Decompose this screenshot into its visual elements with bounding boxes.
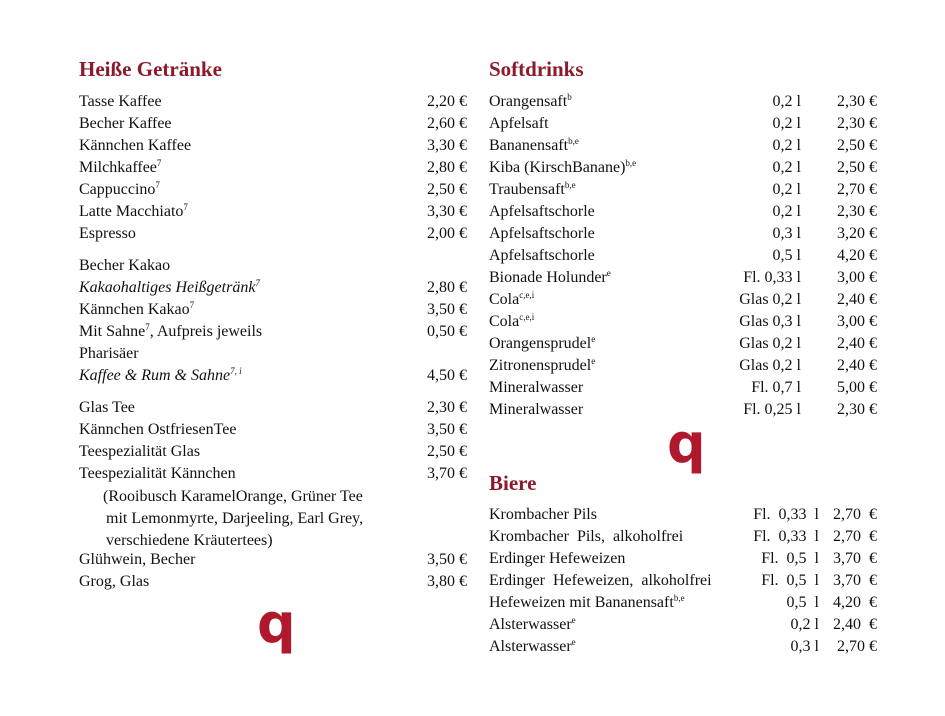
menu-row (489, 355, 877, 377)
item-name (489, 377, 583, 399)
item-name-text: Erdinger Hefeweizen, alkoholfrei (489, 572, 712, 589)
item-name (489, 636, 576, 658)
item-price: 2,50 € (427, 181, 467, 198)
item-name (79, 135, 191, 157)
menu-row (489, 548, 877, 570)
item-price: 2,60 € (427, 115, 467, 132)
menu-row (79, 113, 467, 135)
item-name-text: Zitronensprudel (489, 357, 592, 374)
item-name-text: Espresso (79, 225, 136, 242)
item-volume: 0,5 l (786, 594, 819, 611)
allergen-note: b (567, 92, 572, 102)
item-name-text: Hefeweizen mit Bananensaft (489, 594, 674, 611)
menu-row (489, 636, 877, 658)
item-name-text: Kiba (KirschBanane) (489, 159, 626, 176)
allergen-note: 7 (156, 158, 162, 168)
item-name-text: Bananensaft (489, 137, 569, 154)
item-price: 2,30 € (837, 203, 877, 220)
item-price: 2,80 € (427, 279, 467, 296)
item-volume: Fl. 0,5 l (761, 550, 819, 567)
item-name (79, 549, 195, 571)
item-name-text: Kännchen OstfriesenTee (79, 421, 237, 438)
item-name (489, 157, 636, 179)
allergen-note: 7 (183, 202, 188, 212)
item-price: 2,50 € (427, 443, 467, 460)
item-name (489, 113, 549, 135)
menu-row (79, 365, 467, 387)
item-name (489, 223, 595, 245)
item-price: 3,30 € (427, 203, 467, 220)
item-price: 2,40 € (837, 335, 877, 352)
item-price: 2,30 € (427, 399, 467, 416)
item-name (79, 179, 160, 201)
item-name (489, 548, 625, 570)
item-name (489, 355, 595, 377)
item-name-text: Grog, Glas (79, 573, 150, 590)
softdrinks-title: Softdrinks (489, 57, 584, 81)
menu-row (79, 223, 467, 245)
item-name-text: Alsterwasser (489, 616, 572, 633)
item-name-text: Krombacher Pils (489, 506, 597, 523)
menu-row (489, 311, 877, 333)
item-volume: Fl. 0,5 l (761, 572, 819, 589)
item-name (79, 201, 188, 223)
allergen-note: e (571, 637, 576, 647)
item-name (79, 397, 135, 419)
menu-row (79, 463, 467, 485)
item-volume: 0,3 l (790, 638, 819, 655)
item-volume: Glas 0,2 l (739, 357, 801, 374)
menu-row (79, 201, 467, 223)
item-volume: Fl. 0,33 l (743, 269, 801, 286)
menu-row (79, 441, 467, 463)
item-name-text: Erdinger Hefeweizen (489, 550, 626, 567)
allergen-note: 7 (145, 322, 150, 332)
allergen-note: b,e (673, 593, 685, 603)
item-name (79, 299, 194, 321)
item-name (79, 113, 172, 135)
item-volume: Fl. 0,7 l (751, 379, 801, 396)
menu-row (79, 343, 467, 365)
item-name-text: Krombacher Pils, alkoholfrei (489, 528, 684, 545)
menu-row (489, 223, 877, 245)
item-price: 2,50 € (837, 159, 877, 176)
tea-note-line: mit Lemonmyrte, Darjeeling, Earl Grey, (106, 510, 364, 527)
item-price: 2,50 € (837, 137, 877, 154)
item-name-text: Kakaohaltiges Heißgetränk (79, 279, 256, 296)
menu-row (79, 179, 467, 201)
item-volume: Glas 0,3 l (739, 313, 801, 330)
item-name-text: Teespezialität Glas (79, 443, 201, 460)
item-price: 3,50 € (427, 551, 467, 568)
menu-row (79, 419, 467, 441)
logo-mark: q (667, 412, 706, 475)
item-volume: 0,2 l (772, 137, 801, 154)
item-name (79, 343, 139, 365)
item-name (79, 277, 260, 299)
item-name-suffix: , Aufpreis jeweils (149, 323, 263, 340)
menu-row (489, 179, 877, 201)
item-price: 3,70 € (833, 550, 877, 567)
menu-row (489, 267, 877, 289)
item-name-text: Apfelsaftschorle (489, 203, 595, 220)
item-name (489, 614, 576, 636)
menu-row (79, 299, 467, 321)
menu-row (79, 277, 467, 299)
menu-row (79, 571, 467, 593)
item-volume: 0,2 l (772, 181, 801, 198)
item-volume: 0,2 l (772, 203, 801, 220)
item-price: 3,00 € (837, 313, 877, 330)
item-name-text: Becher Kaffee (79, 115, 172, 132)
beer-title: Biere (489, 471, 537, 495)
item-price: 3,20 € (837, 225, 877, 242)
item-price: 3,00 € (837, 269, 877, 286)
item-price: 5,00 € (837, 379, 877, 396)
item-name-text: Milchkaffee (79, 159, 157, 176)
item-price: 2,40 € (837, 291, 877, 308)
item-price: 2,70 € (833, 528, 877, 545)
menu-row (79, 321, 467, 343)
item-name (489, 570, 712, 592)
item-name-text: Kännchen Kaffee (79, 137, 192, 154)
item-name (79, 321, 262, 343)
item-volume: Fl. 0,33 l (753, 506, 819, 523)
menu-row (79, 255, 467, 277)
allergen-note: e (591, 356, 596, 366)
allergen-note: c,e,i (519, 312, 535, 322)
item-name (489, 91, 572, 113)
item-volume: 0,2 l (772, 115, 801, 132)
item-name (489, 245, 595, 267)
tea-note-line: verschiedene Kräutertees) (106, 532, 273, 549)
item-price: 3,50 € (427, 301, 467, 318)
item-price: 2,70 € (833, 506, 877, 523)
item-price: 2,30 € (837, 115, 877, 132)
item-name (489, 267, 611, 289)
allergen-note: 7 (189, 300, 195, 310)
hot-drinks-title: Heiße Getränke (79, 57, 222, 81)
item-name (489, 504, 597, 526)
menu-row (79, 397, 467, 419)
item-name-text: Teespezialität Kännchen (79, 465, 236, 482)
menu-row (489, 135, 877, 157)
item-name (79, 157, 161, 179)
item-price: 3,70 € (833, 572, 877, 589)
allergen-note: 7 (255, 278, 260, 288)
item-price: 2,00 € (427, 225, 467, 242)
menu-row (79, 157, 467, 179)
item-price: 4,50 € (427, 367, 467, 384)
allergen-note: e (606, 268, 611, 278)
menu-row (489, 504, 877, 526)
item-price: 4,20 € (833, 594, 877, 611)
item-price: 2,30 € (837, 401, 877, 418)
menu-row (489, 289, 877, 311)
item-name (79, 91, 162, 113)
item-volume: Fl. 0,25 l (743, 401, 801, 418)
allergen-note: e (591, 334, 596, 344)
item-name-text: Mit Sahne (79, 323, 146, 340)
item-price: 3,50 € (427, 421, 467, 438)
item-name (489, 526, 683, 548)
tea-note-line: (Rooibusch KaramelOrange, Grüner Tee (103, 488, 363, 505)
item-price: 2,70 € (837, 181, 877, 198)
item-name-text: Orangensaft (489, 93, 568, 110)
item-price: 4,20 € (837, 247, 877, 264)
item-name-text: Cappuccino (79, 181, 156, 198)
item-name (489, 201, 595, 223)
item-name (79, 571, 149, 593)
item-name (79, 419, 236, 441)
item-name (489, 135, 579, 157)
item-name-text: Apfelsaftschorle (489, 225, 595, 242)
item-name-text: Kännchen Kakao (79, 301, 190, 318)
item-volume: 0,3 l (772, 225, 801, 242)
item-price: 2,20 € (427, 93, 467, 110)
item-price: 2,30 € (837, 93, 877, 110)
item-name (79, 365, 242, 387)
item-name-text: Apfelsaftschorle (489, 247, 595, 264)
item-name-text: Latte Macchiato (79, 203, 184, 220)
item-name (79, 441, 200, 463)
item-volume: 0,2 l (790, 616, 819, 633)
logo-mark: q (257, 592, 296, 655)
menu-row (79, 91, 467, 113)
allergen-note: 7, i (230, 366, 242, 376)
item-name-text: Orangensprudel (489, 335, 592, 352)
menu-row (489, 91, 877, 113)
item-name-text: Glas Tee (79, 399, 135, 416)
item-name-text: Bionade Holunder (489, 269, 607, 286)
item-name-text: Pharisäer (79, 345, 139, 362)
item-price: 2,70 € (837, 638, 877, 655)
menu-row (489, 570, 877, 592)
item-name-text: Mineralwasser (489, 401, 584, 418)
item-volume: Fl. 0,33 l (753, 528, 819, 545)
item-volume: 0,5 l (772, 247, 801, 264)
allergen-note: e (571, 615, 576, 625)
item-name-text: Alsterwasser (489, 638, 572, 655)
item-name (79, 255, 170, 277)
item-name-text: Becher Kakao (79, 257, 171, 274)
menu-row (489, 526, 877, 548)
item-price: 0,50 € (427, 323, 467, 340)
item-name (79, 463, 236, 485)
allergen-note: b,e (625, 158, 637, 168)
menu-row (489, 377, 877, 399)
item-price: 2,40 € (833, 616, 877, 633)
menu-row (489, 614, 877, 636)
item-name-text: Tasse Kaffee (79, 93, 162, 110)
item-price: 3,30 € (427, 137, 467, 154)
item-name (489, 592, 685, 614)
item-name-text: Glühwein, Becher (79, 551, 196, 568)
menu-row (489, 245, 877, 267)
menu-row (489, 113, 877, 135)
menu-row (79, 549, 467, 571)
menu-row (489, 333, 877, 355)
item-volume: Glas 0,2 l (739, 291, 801, 308)
menu-row (79, 135, 467, 157)
allergen-note: b,e (564, 180, 576, 190)
item-name (489, 333, 595, 355)
allergen-note: b,e (568, 136, 579, 146)
item-name (489, 311, 534, 333)
allergen-note: 7 (155, 180, 160, 190)
item-price: 2,80 € (427, 159, 467, 176)
item-price: 3,80 € (427, 573, 467, 590)
item-price: 3,70 € (427, 465, 467, 482)
allergen-note: c,e,i (519, 290, 535, 300)
item-name (489, 399, 583, 421)
item-name (79, 223, 136, 245)
item-name-text: Traubensaft (489, 181, 565, 198)
menu-row (489, 157, 877, 179)
item-name-text: Kaffee & Rum & Sahne (79, 367, 231, 384)
item-name-text: Apfelsaft (489, 115, 549, 132)
menu-row (489, 592, 877, 614)
item-name (489, 179, 576, 201)
item-volume: 0,2 l (772, 159, 801, 176)
item-name-text: Mineralwasser (489, 379, 584, 396)
item-name-text: Cola (489, 291, 520, 308)
menu-row (489, 201, 877, 223)
item-name (489, 289, 534, 311)
item-price: 2,40 € (837, 357, 877, 374)
item-volume: Glas 0,2 l (739, 335, 801, 352)
item-volume: 0,2 l (772, 93, 801, 110)
item-name-text: Cola (489, 313, 520, 330)
